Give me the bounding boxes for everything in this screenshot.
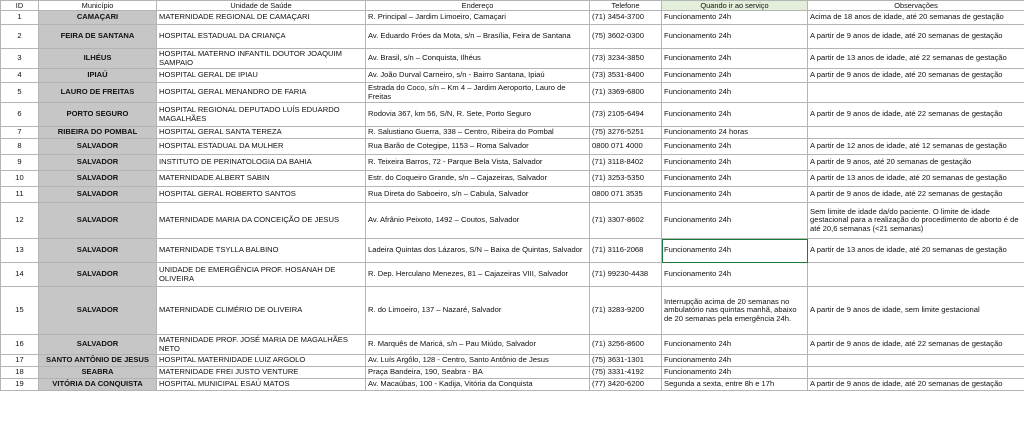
- cell-id[interactable]: 13: [1, 239, 39, 263]
- cell-telefone[interactable]: (71) 3118-8402: [590, 155, 662, 171]
- cell-endereco[interactable]: Ladeira Quintas dos Lázaros, S/N – Baixa de Quintas, Salvador: [366, 239, 590, 263]
- cell-telefone[interactable]: (71) 3307-8602: [590, 203, 662, 239]
- cell-quando[interactable]: Funcionamento 24h: [662, 187, 808, 203]
- table-row[interactable]: [1, 69, 1024, 83]
- column-header-id[interactable]: ID: [1, 1, 39, 11]
- cell-unidade[interactable]: MATERNIDADE TSYLLA BALBINO: [157, 239, 366, 263]
- cell-unidade[interactable]: MATERNIDADE PROF. JOSÉ MARIA DE MAGALHÃES NETO: [157, 335, 366, 355]
- cell-municipio[interactable]: PORTO SEGURO: [39, 103, 157, 127]
- cell-quando[interactable]: Funcionamento 24h: [662, 155, 808, 171]
- table-row[interactable]: [1, 127, 1024, 139]
- cell-municipio[interactable]: RIBEIRA DO POMBAL: [39, 127, 157, 139]
- cell-telefone[interactable]: (77) 3420-6200: [590, 379, 662, 391]
- cell-endereco[interactable]: R. do Limoeiro, 137 – Nazaré, Salvador: [366, 287, 590, 335]
- cell-quando[interactable]: Funcionamento 24h: [662, 355, 808, 367]
- cell-quando[interactable]: Funcionamento 24h: [662, 367, 808, 379]
- cell-telefone[interactable]: (71) 3369-6800: [590, 83, 662, 103]
- cell-endereco[interactable]: Praça Bandeira, 190, Seabra - BA: [366, 367, 590, 379]
- cell-municipio[interactable]: SEABRA: [39, 367, 157, 379]
- cell-municipio[interactable]: SALVADOR: [39, 203, 157, 239]
- cell-municipio[interactable]: ILHÉUS: [39, 49, 157, 69]
- cell-quando[interactable]: Segunda a sexta, entre 8h e 17h: [662, 379, 808, 391]
- cell-quando[interactable]: Funcionamento 24h: [662, 103, 808, 127]
- cell-unidade[interactable]: MATERNIDADE CLIMÉRIO DE OLIVEIRA: [157, 287, 366, 335]
- table-row[interactable]: [1, 83, 1024, 103]
- column-header-unidade[interactable]: Unidade de Saúde: [157, 1, 366, 11]
- cell-observacoes[interactable]: [808, 355, 1024, 367]
- table-row[interactable]: [1, 287, 1024, 335]
- cell-id[interactable]: 2: [1, 25, 39, 49]
- cell-observacoes[interactable]: [808, 263, 1024, 287]
- cell-observacoes[interactable]: A partir de 12 anos de idade, até 12 semanas de gestação: [808, 139, 1024, 155]
- table-row[interactable]: [1, 25, 1024, 49]
- column-header-endereco[interactable]: Endereço: [366, 1, 590, 11]
- cell-id[interactable]: 4: [1, 69, 39, 83]
- cell-municipio[interactable]: SALVADOR: [39, 187, 157, 203]
- table-row[interactable]: [1, 139, 1024, 155]
- cell-endereco[interactable]: Av. João Durval Carneiro, s/n - Bairro Santana, Ipiaú: [366, 69, 590, 83]
- cell-quando[interactable]: Funcionamento 24h: [662, 139, 808, 155]
- cell-unidade[interactable]: HOSPITAL MATERNO INFANTIL DOUTOR JOAQUIM SAMPAIO: [157, 49, 366, 69]
- cell-endereco[interactable]: Av. Macaúbas, 100 - Kadija, Vitória da Conquista: [366, 379, 590, 391]
- table-row[interactable]: [1, 103, 1024, 127]
- cell-id[interactable]: 12: [1, 203, 39, 239]
- table-row[interactable]: [1, 239, 1024, 263]
- cell-endereco[interactable]: Rua Barão de Cotegipe, 1153 – Roma Salvador: [366, 139, 590, 155]
- table-row[interactable]: [1, 49, 1024, 69]
- cell-id[interactable]: 8: [1, 139, 39, 155]
- cell-id[interactable]: 17: [1, 355, 39, 367]
- cell-observacoes[interactable]: A partir de 9 anos de idade, até 22 semanas de gestação: [808, 187, 1024, 203]
- cell-id[interactable]: 14: [1, 263, 39, 287]
- cell-endereco[interactable]: R. Marquês de Maricá, s/n – Pau Miúdo, Salvador: [366, 335, 590, 355]
- cell-telefone[interactable]: (75) 3602-0300: [590, 25, 662, 49]
- cell-municipio[interactable]: SALVADOR: [39, 239, 157, 263]
- cell-id[interactable]: 5: [1, 83, 39, 103]
- cell-quando[interactable]: Interrupção acima de 20 semanas no ambulatório nas quintas manhã, abaixo de 20 semanas pela emergência 24h.: [662, 287, 808, 335]
- cell-municipio[interactable]: FEIRA DE SANTANA: [39, 25, 157, 49]
- header-row: [1, 1, 1024, 11]
- cell-observacoes[interactable]: A partir de 13 anos de idade, até 22 semanas de gestação: [808, 49, 1024, 69]
- cell-quando[interactable]: Funcionamento 24h: [662, 11, 808, 25]
- cell-quando[interactable]: Funcionamento 24h: [662, 25, 808, 49]
- cell-endereco[interactable]: Estr. do Coqueiro Grande, s/n – Cajazeiras, Salvador: [366, 171, 590, 187]
- cell-quando[interactable]: Funcionamento 24h: [662, 171, 808, 187]
- cell-quando[interactable]: Funcionamento 24 horas: [662, 127, 808, 139]
- cell-quando[interactable]: Funcionamento 24h: [662, 83, 808, 103]
- table-row[interactable]: [1, 379, 1024, 391]
- cell-endereco[interactable]: Estrada do Coco, s/n – Km 4 – Jardim Aeroporto, Lauro de Freitas: [366, 83, 590, 103]
- cell-endereco[interactable]: Av. Eduardo Fróes da Mota, s/n – Brasília, Feira de Santana: [366, 25, 590, 49]
- table-row[interactable]: [1, 187, 1024, 203]
- column-header-telefone[interactable]: Telefone: [590, 1, 662, 11]
- table-row[interactable]: [1, 171, 1024, 187]
- cell-endereco[interactable]: Rua Direta do Saboeiro, s/n – Cabula, Salvador: [366, 187, 590, 203]
- column-header-municipio[interactable]: Município: [39, 1, 157, 11]
- cell-telefone[interactable]: (73) 2105-6494: [590, 103, 662, 127]
- cell-municipio[interactable]: SALVADOR: [39, 171, 157, 187]
- table-row[interactable]: [1, 155, 1024, 171]
- cell-id[interactable]: 15: [1, 287, 39, 335]
- cell-quando[interactable]: Funcionamento 24h: [662, 263, 808, 287]
- cell-unidade[interactable]: HOSPITAL REGIONAL DEPUTADO LUÍS EDUARDO MAGALHÃES: [157, 103, 366, 127]
- cell-unidade[interactable]: HOSPITAL ESTADUAL DA MULHER: [157, 139, 366, 155]
- cell-unidade[interactable]: MATERNIDADE FREI JUSTO VENTURE: [157, 367, 366, 379]
- cell-municipio[interactable]: SALVADOR: [39, 335, 157, 355]
- cell-endereco[interactable]: Av. Luís Argôlo, 128 - Centro, Santo Antônio de Jesus: [366, 355, 590, 367]
- cell-endereco[interactable]: Rodovia 367, km 56, S/N, R. Sete, Porto Seguro: [366, 103, 590, 127]
- table-row[interactable]: [1, 203, 1024, 239]
- cell-endereco[interactable]: Av. Brasil, s/n – Conquista, Ilhéus: [366, 49, 590, 69]
- cell-observacoes[interactable]: A partir de 9 anos de idade, até 22 semanas de gestação: [808, 335, 1024, 355]
- cell-id[interactable]: 7: [1, 127, 39, 139]
- cell-quando[interactable]: Funcionamento 24h: [662, 239, 808, 263]
- cell-observacoes[interactable]: A partir de 9 anos de idade, até 22 semanas de gestação: [808, 103, 1024, 127]
- cell-unidade[interactable]: HOSPITAL MATERNIDADE LUIZ ARGOLO: [157, 355, 366, 367]
- table-row[interactable]: [1, 367, 1024, 379]
- cell-observacoes[interactable]: A partir de 9 anos de idade, até 20 semanas de gestação: [808, 25, 1024, 49]
- cell-unidade[interactable]: HOSPITAL ESTADUAL DA CRIANÇA: [157, 25, 366, 49]
- cell-quando[interactable]: Funcionamento 24h: [662, 203, 808, 239]
- cell-telefone[interactable]: (71) 3283-9200: [590, 287, 662, 335]
- cell-id[interactable]: 3: [1, 49, 39, 69]
- cell-unidade[interactable]: HOSPITAL GERAL DE IPIAU: [157, 69, 366, 83]
- cell-observacoes[interactable]: Sem limite de idade da/do paciente. O limite de idade gestacional para a realização do procedimento de aborto é de até 20,6 semanas (<21 semanas): [808, 203, 1024, 239]
- cell-id[interactable]: 18: [1, 367, 39, 379]
- cell-telefone[interactable]: (75) 3331-4192: [590, 367, 662, 379]
- cell-endereco[interactable]: R. Dep. Herculano Menezes, 81 – Cajazeiras VIII, Salvador: [366, 263, 590, 287]
- cell-endereco[interactable]: R. Principal – Jardim Limoeiro, Camaçari: [366, 11, 590, 25]
- cell-unidade[interactable]: MATERNIDADE REGIONAL DE CAMAÇARI: [157, 11, 366, 25]
- cell-unidade[interactable]: MATERNIDADE MARIA DA CONCEIÇÃO DE JESUS: [157, 203, 366, 239]
- cell-observacoes[interactable]: A partir de 9 anos de idade, sem limite gestacional: [808, 287, 1024, 335]
- table-row[interactable]: [1, 355, 1024, 367]
- cell-unidade[interactable]: HOSPITAL MUNICIPAL ESAÚ MATOS: [157, 379, 366, 391]
- cell-id[interactable]: 16: [1, 335, 39, 355]
- cell-telefone[interactable]: 0800 071 4000: [590, 139, 662, 155]
- cell-unidade[interactable]: HOSPITAL GERAL ROBERTO SANTOS: [157, 187, 366, 203]
- cell-municipio[interactable]: IPIAÚ: [39, 69, 157, 83]
- cell-municipio[interactable]: SALVADOR: [39, 155, 157, 171]
- cell-municipio[interactable]: SALVADOR: [39, 263, 157, 287]
- cell-id[interactable]: 6: [1, 103, 39, 127]
- cell-quando[interactable]: Funcionamento 24h: [662, 69, 808, 83]
- cell-telefone[interactable]: (71) 3256-8600: [590, 335, 662, 355]
- table-body: [1, 11, 1024, 391]
- cell-endereco[interactable]: R. Teixeira Barros, 72 - Parque Bela Vista, Salvador: [366, 155, 590, 171]
- cell-quando[interactable]: Funcionamento 24h: [662, 49, 808, 69]
- cell-unidade[interactable]: MATERNIDADE ALBERT SABIN: [157, 171, 366, 187]
- cell-municipio[interactable]: VITÓRIA DA CONQUISTA: [39, 379, 157, 391]
- cell-telefone[interactable]: (75) 3276-5251: [590, 127, 662, 139]
- cell-telefone[interactable]: (71) 3116-2068: [590, 239, 662, 263]
- table-row[interactable]: [1, 263, 1024, 287]
- cell-id[interactable]: 11: [1, 187, 39, 203]
- cell-telefone[interactable]: (73) 3234-3850: [590, 49, 662, 69]
- cell-telefone[interactable]: 0800 071 3535: [590, 187, 662, 203]
- cell-unidade[interactable]: INSTITUTO DE PERINATOLOGIA DA BAHIA: [157, 155, 366, 171]
- cell-municipio[interactable]: SALVADOR: [39, 139, 157, 155]
- cell-telefone[interactable]: (71) 99230-4438: [590, 263, 662, 287]
- cell-id[interactable]: 19: [1, 379, 39, 391]
- cell-observacoes[interactable]: [808, 83, 1024, 103]
- cell-id[interactable]: 1: [1, 11, 39, 25]
- cell-unidade[interactable]: HOSPITAL GERAL SANTA TEREZA: [157, 127, 366, 139]
- table-row[interactable]: [1, 11, 1024, 25]
- cell-telefone[interactable]: (75) 3631-1301: [590, 355, 662, 367]
- table-row[interactable]: [1, 335, 1024, 355]
- cell-endereco[interactable]: R. Salustiano Guerra, 338 – Centro, Ribeira do Pombal: [366, 127, 590, 139]
- cell-endereco[interactable]: Av. Afrânio Peixoto, 1492 – Coutos, Salvador: [366, 203, 590, 239]
- cell-observacoes[interactable]: A partir de 9 anos de idade, até 20 semanas de gestação: [808, 69, 1024, 83]
- cell-municipio[interactable]: SANTO ANTÔNIO DE JESUS: [39, 355, 157, 367]
- cell-municipio[interactable]: LAURO DE FREITAS: [39, 83, 157, 103]
- cell-observacoes[interactable]: A partir de 9 anos de idade, até 20 semanas de gestação: [808, 379, 1024, 391]
- cell-observacoes[interactable]: A partir de 9 anos, até 20 semanas de gestação: [808, 155, 1024, 171]
- cell-unidade[interactable]: UNIDADE DE EMERGÊNCIA PROF. HOSANAH DE OLIVEIRA: [157, 263, 366, 287]
- cell-telefone[interactable]: (71) 3253-5350: [590, 171, 662, 187]
- cell-unidade[interactable]: HOSPITAL GERAL MENANDRO DE FARIA: [157, 83, 366, 103]
- cell-municipio[interactable]: CAMAÇARI: [39, 11, 157, 25]
- cell-quando[interactable]: Funcionamento 24h: [662, 335, 808, 355]
- column-header-observacoes[interactable]: Observações: [808, 1, 1024, 11]
- cell-id[interactable]: 9: [1, 155, 39, 171]
- cell-observacoes[interactable]: A partir de 13 anos de idade, até 20 semanas de gestação: [808, 171, 1024, 187]
- cell-observacoes[interactable]: A partir de 13 anos de idade, até 20 semanas de gestação: [808, 239, 1024, 263]
- cell-observacoes[interactable]: [808, 367, 1024, 379]
- cell-observacoes[interactable]: [808, 127, 1024, 139]
- column-header-quando[interactable]: Quando ir ao serviço: [662, 1, 808, 11]
- cell-telefone[interactable]: (71) 3454-3700: [590, 11, 662, 25]
- cell-telefone[interactable]: (73) 3531-8400: [590, 69, 662, 83]
- cell-observacoes[interactable]: Acima de 18 anos de idade, até 20 semanas de gestação: [808, 11, 1024, 25]
- cell-municipio[interactable]: SALVADOR: [39, 287, 157, 335]
- cell-id[interactable]: 10: [1, 171, 39, 187]
